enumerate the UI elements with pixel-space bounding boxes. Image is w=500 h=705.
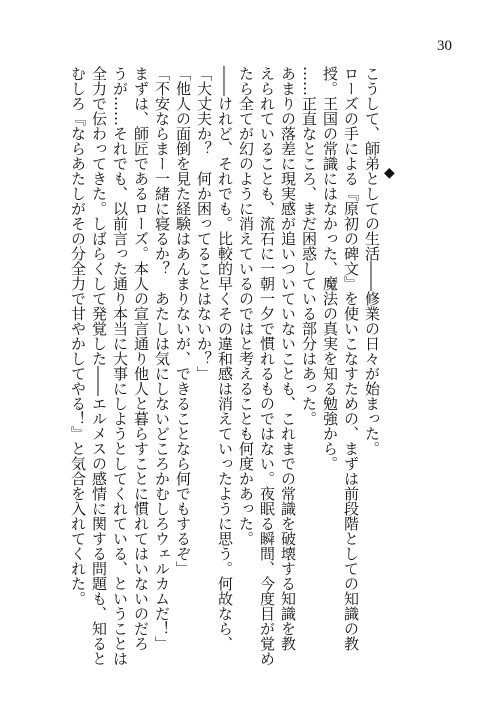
text-line: ローズの手による『原初の碑文』を使いこなすための、まずは前段階としての知識の教: [342, 66, 360, 651]
page-number: 30: [437, 38, 452, 54]
text-line: たら全てが幻のように消えているのではと考えることも何度かあった。: [237, 66, 255, 546]
text-line: 「他人の面倒を見た経験はあんまりないが、できることなら何でもするぞ」: [174, 66, 192, 576]
body-text: [46, 66, 382, 666]
section-marker: ◆: [384, 165, 395, 181]
text-line: ……正直なところ、まだ困惑している部分はあった。: [300, 66, 318, 426]
text-line: ――けれど、それでも。比較的早くその違和感は消えていったように思う。何故なら、: [216, 66, 234, 651]
text-line: 「大丈夫か？ 何か困ってることはないか？」: [195, 66, 213, 381]
text-line: こうして、師弟としての生活――修業の日々が始まった。: [363, 66, 381, 456]
text-line: 授。王国の常識にはなかった、魔法の真実を知る勉強から。: [321, 66, 339, 471]
text-line: まずは、師匠であるローズ。本人の宣言通り他人と暮らすことに慣れてはいないのだろ: [132, 66, 150, 651]
text-line: 全力で伝わってきた。しばらくして発覚した――エルメスの感情に関する問題も、知ると: [90, 66, 108, 666]
text-line: うが……それでも、以前言った通り本当に大事にしようとしてくれている、ということは: [111, 66, 129, 666]
text-line: あまりの落差に現実感が追いついていないことも、これまでの常識を破壊する知識を教: [279, 66, 297, 651]
text-line: むしろ『ならあたしがその分全力で甘やかしてやる！』と気合を入れてくれた。: [69, 66, 87, 606]
text-line: 「不安ならまー一緒に寝るか？ あたしは気にしないどころかむしろウェルカムだ！」: [153, 66, 171, 651]
text-line: えられていることも、流石に一朝一夕で慣れるものではない。夜眠る瞬間、今度目が覚め: [258, 66, 276, 666]
